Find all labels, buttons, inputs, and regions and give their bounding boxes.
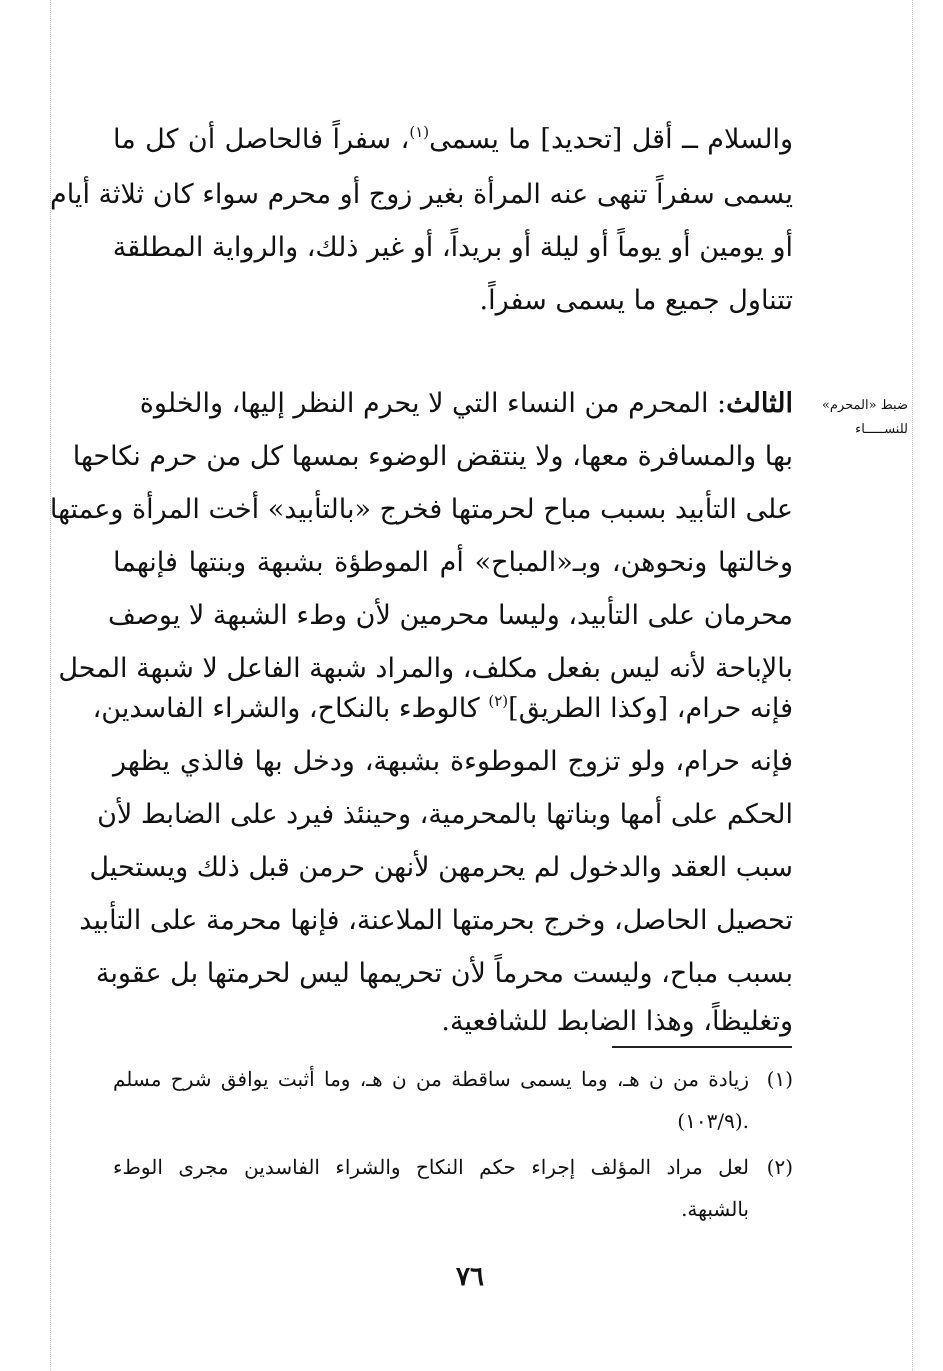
paragraph2-line7	[92, 689, 793, 729]
paragraph1-line1-start: والسلام ــ أقل [تحديد] ما يسمى	[429, 124, 793, 155]
footnote-separator	[612, 1046, 792, 1048]
page-number: ٧٦	[456, 1262, 484, 1292]
paragraph2-line7-start: فإنه حرام، [وكذا الطريق]	[508, 693, 793, 724]
paragraph2-line3: على التأبيد بسبب مباح لحرمتها فخرج «بالتأبيد» أخت المرأة وعمتها	[49, 494, 793, 525]
paragraph2-line10: سبب العقد والدخول لم يحرمهن لأنهن حرمن قبل ذلك ويستحيل	[89, 852, 793, 883]
paragraph1-line4: تتناول جميع ما يسمى سفراً.	[479, 285, 793, 316]
paragraph1-line1-end: ، سفراً فالحاصل أن كل ما	[113, 124, 410, 155]
paragraph1-line2: يسمى سفراً تنهى عنه المرأة بغير زوج أو محرم سواء كان ثلاثة أيام	[49, 179, 793, 210]
paragraph2-line11: تحصيل الحاصل، وخرج بحرمتها الملاعنة، فإنها محرمة على التأبيد	[79, 905, 793, 936]
margin-note-line2: للنســـــاء	[855, 422, 908, 437]
footnote-1-number: (١)	[766, 1067, 793, 1091]
footnote-2	[113, 1146, 793, 1188]
paragraph2-line9: الحكم على أمها وبناتها بالمحرمية، وحينئذ فيرد على الضابط لأن	[97, 799, 793, 830]
paragraph2-line12: بسبب مباح، وليست محرماً لأن تحريمها ليس لحرمتها بل عقوبة	[95, 958, 793, 989]
paragraph2-line6: بالإباحة لأنه ليس بفعل مكلف، والمراد شبهة الفاعل لا شبهة المحل	[58, 653, 793, 684]
footnote-2-number: (٢)	[766, 1155, 793, 1179]
section-heading-third: الثالث	[726, 388, 793, 419]
paragraph2-line8: فإنه حرام، ولو تزوج الموطوءة بشبهة، ودخل بها فالذي يظهر	[113, 746, 793, 777]
paragraph2-line1	[139, 384, 793, 424]
paragraph2-line13: وتغليظاً، وهذا الضابط للشافعية.	[441, 1006, 793, 1037]
paragraph2-line5: محرمان على التأبيد، وليسا محرمين لأن وطء الشبهة لا يوصف	[108, 600, 793, 631]
footnote-ref-1[interactable]: (١)	[409, 123, 430, 141]
paragraph2-line2: بها والمسافرة معها، ولا ينتقض الوضوء بمسها كل من حرم نكاحها	[72, 441, 793, 472]
footnote-1-line2: .(١٠٣/٩)	[677, 1109, 749, 1133]
footnote-ref-2[interactable]: (٢)	[488, 692, 509, 710]
footnote-1-line1: زيادة من ن هـ، وما يسمى ساقطة من ن هـ، وما أثبت يوافق شرح مسلم	[113, 1067, 749, 1091]
paragraph2-line7-end: كالوطء بالنكاح، والشراء الفاسدين،	[92, 693, 489, 724]
paragraph2-line4: وخالتها ونحوهن، وبـ«المباح» أم الموطؤة بشبهة وبنتها فإنهما	[113, 547, 793, 578]
page-edge-right	[912, 0, 913, 1371]
margin-note	[800, 394, 908, 442]
paragraph1-line3: أو يومين أو يوماً أو ليلة أو بريداً، أو غير ذلك، والرواية المطلقة	[112, 232, 793, 263]
footnote-1	[113, 1058, 793, 1100]
paragraph1-line1	[113, 120, 793, 160]
paragraph2-line1-text: : المحرم من النساء التي لا يحرم النظر إليها، والخلوة	[139, 388, 727, 419]
footnote-2-line2: بالشبهة.	[681, 1197, 749, 1221]
footnote-2-line1: لعل مراد المؤلف إجراء حكم النكاح والشراء الفاسدين مجرى الوطء	[113, 1155, 749, 1179]
margin-note-line1: ضبط «المحرم»	[821, 398, 908, 413]
